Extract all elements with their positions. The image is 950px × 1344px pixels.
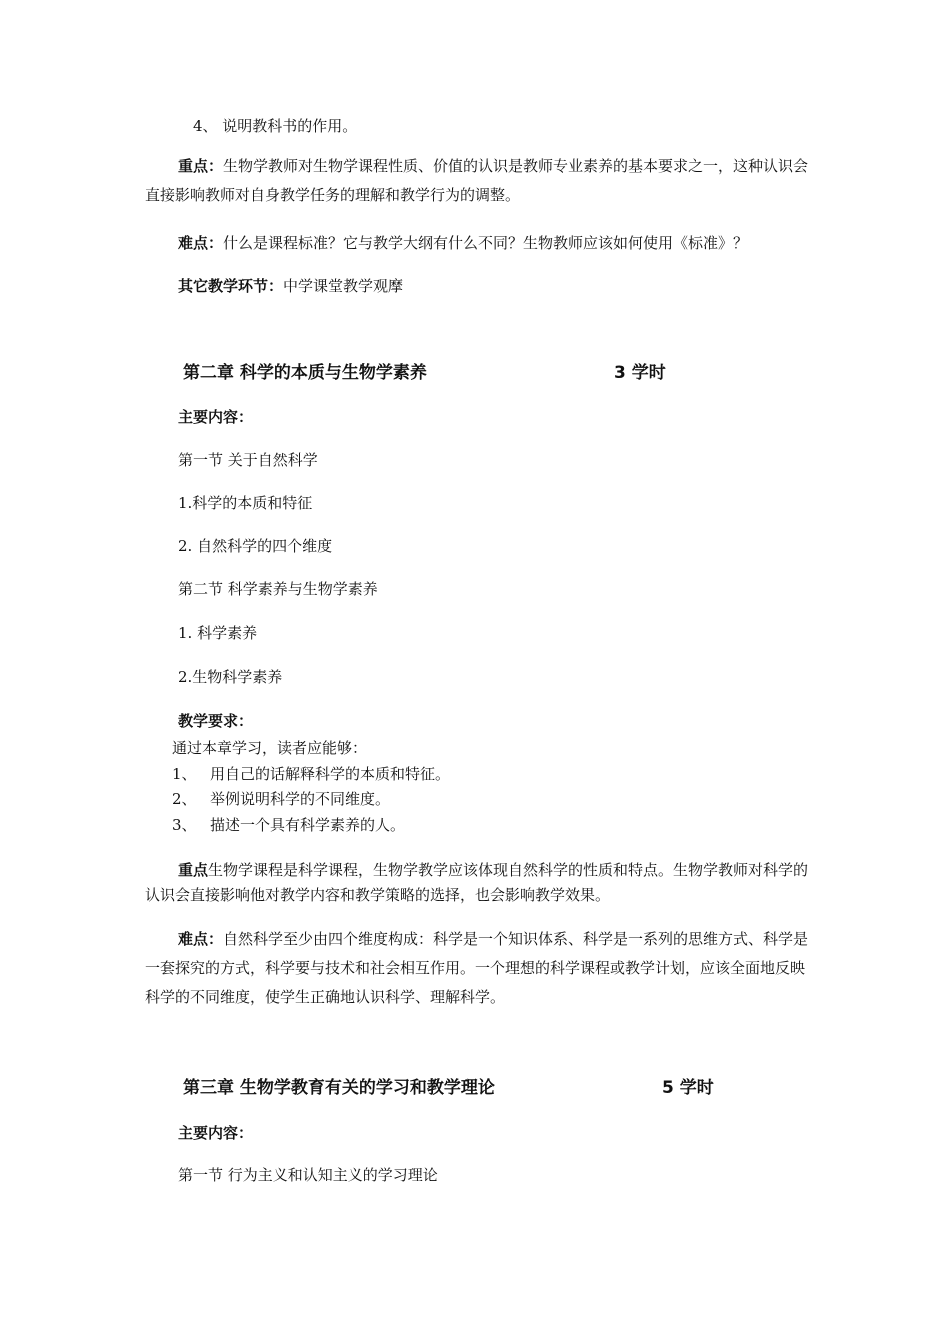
ch1-diff-label: 难点：: [178, 234, 224, 252]
ch2-key-label: 重点: [178, 861, 209, 879]
ch2-section-1: 第一节 关于自然科学: [178, 451, 318, 469]
ch3-content-label: 主要内容：: [178, 1124, 254, 1142]
ch1-other-activities: [178, 277, 403, 295]
ch2-requirement-item: 3、 描述一个具有科学素养的人。: [172, 816, 406, 834]
ch1-key-point: [145, 152, 810, 210]
ch1-key-label: 重点：: [178, 157, 224, 175]
ch2-key-text: 生物学课程是科学课程，生物学教学应该体现自然科学的性质和特点。生物学教师对科学的认识会直接影响他对教学内容和教学策略的选择，也会影响教学效果。: [145, 861, 809, 904]
ch2-diff-text: 自然科学至少由四个维度构成：科学是一个知识体系、科学是一系列的思维方式、科学是一套探究的方式，科学要与技术和社会相互作用。一个理想的科学课程或教学计划，应该全面地反映科学的不同维度，使学生正确地认识科学、理解科学。: [145, 930, 809, 1006]
ch1-other-text: 中学课堂教学观摩: [283, 277, 404, 295]
ch2-content-label: 主要内容：: [178, 408, 254, 426]
ch2-requirements-label: 教学要求：: [178, 712, 254, 730]
ch2-section-2-item-2: 2.生物科学素养: [178, 668, 283, 686]
ch2-key-point: [145, 858, 810, 908]
ch2-hours: 3 学时: [614, 363, 666, 383]
ch3-section-1: 第一节 行为主义和认知主义的学习理论: [178, 1166, 438, 1184]
ch3-title: 第三章 生物学教育有关的学习和教学理论: [183, 1078, 495, 1098]
ch2-title: 第二章 科学的本质与生物学素养: [183, 363, 427, 383]
ch1-diff-text: 什么是课程标准？它与教学大纲有什么不同？生物教师应该如何使用《标准》？: [223, 234, 749, 252]
ch1-difficulty: [178, 234, 748, 252]
ch2-requirements-intro: 通过本章学习，读者应能够：: [172, 739, 368, 757]
ch2-section-2-item-1: 1. 科学素养: [178, 624, 258, 642]
ch2-section-1-item-2: 2. 自然科学的四个维度: [178, 537, 333, 555]
ch2-section-2: 第二节 科学素养与生物学素养: [178, 580, 378, 598]
ch1-other-label: 其它教学环节：: [178, 277, 284, 295]
ch1-item-4: 4、 说明教科书的作用。: [193, 117, 358, 135]
ch3-hours: 5 学时: [662, 1078, 714, 1098]
ch2-requirement-item: 1、 用自己的话解释科学的本质和特征。: [172, 765, 451, 783]
ch1-key-text: 生物学教师对生物学课程性质、价值的认识是教师专业素养的基本要求之一，这种认识会直接影响教师对自身教学任务的理解和教学行为的调整。: [145, 157, 809, 204]
ch2-section-1-item-1: 1.科学的本质和特征: [178, 494, 313, 512]
ch2-difficulty: [145, 925, 810, 1012]
ch2-diff-label: 难点：: [178, 930, 224, 948]
ch2-requirement-item: 2、 举例说明科学的不同维度。: [172, 790, 391, 808]
